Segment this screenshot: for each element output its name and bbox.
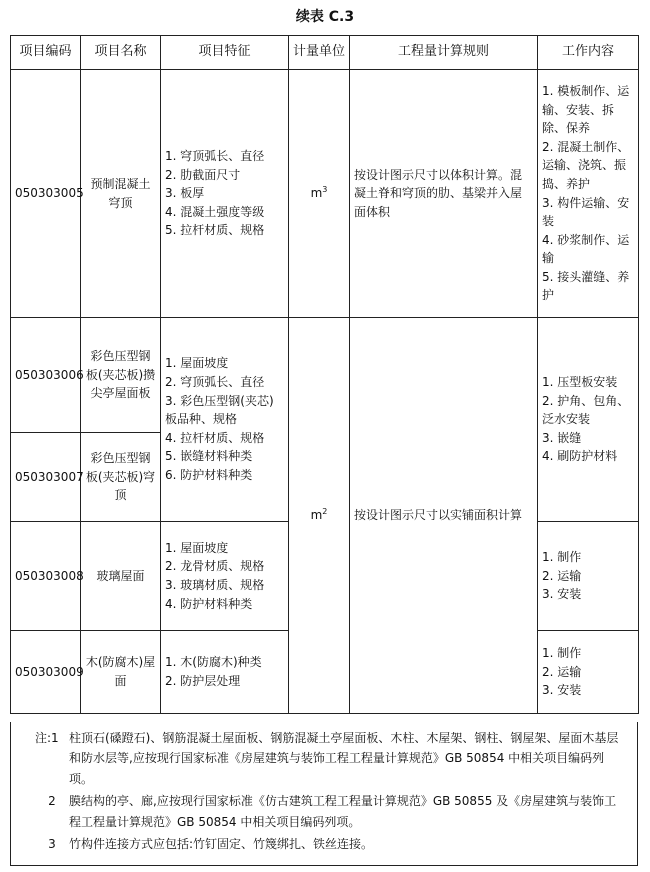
list-item: 2. 混凝土制作、运输、浇筑、振捣、养护 bbox=[542, 139, 630, 191]
item-name: 预制混凝土穹顶 bbox=[81, 70, 161, 318]
features-list bbox=[165, 147, 284, 240]
item-features bbox=[161, 318, 289, 522]
notes-section bbox=[10, 722, 638, 866]
table-row bbox=[11, 318, 639, 433]
work-list bbox=[542, 548, 634, 604]
list-item: 4. 砂浆制作、运输 bbox=[542, 232, 630, 266]
note-item bbox=[35, 791, 627, 832]
header-features: 项目特征 bbox=[161, 36, 289, 70]
list-item: 2. 护角、包角、泛水安装 bbox=[542, 393, 630, 427]
list-item: 1. 制作 bbox=[542, 550, 582, 565]
list-item: 1. 制作 bbox=[542, 646, 582, 661]
item-features bbox=[161, 70, 289, 318]
list-item: 3. 玻璃材质、规格 bbox=[165, 578, 265, 592]
item-name: 木(防腐木)屋面 bbox=[81, 631, 161, 714]
list-item: 1. 压型板安装 bbox=[542, 375, 618, 390]
note-text: 柱顶石(磉蹬石)、钢筋混凝土屋面板、钢筋混凝土亭屋面板、木柱、木屋架、钢柱、钢屋架、屋面木基层和防水层等,应按现行国家标准《房屋建筑与装饰工程工程量计算规范》GB 50854 中相关项目编码列项。 bbox=[69, 731, 619, 786]
calculation-rule: 按设计图示尺寸以实铺面积计算 bbox=[350, 318, 538, 714]
list-item: 3. 构件运输、安装 bbox=[542, 195, 630, 229]
list-item: 4. 防护材料种类 bbox=[165, 596, 253, 611]
note-text: 竹构件连接方式应包括:竹钉固定、竹篾绑扎、铁丝连接。 bbox=[69, 836, 374, 851]
list-item: 4. 刷防护材料 bbox=[542, 449, 618, 464]
list-item: 1. 模板制作、运输、安装、拆除、保养 bbox=[542, 83, 630, 136]
item-code: 050303007 bbox=[11, 433, 81, 522]
list-item: 2. 运输 bbox=[542, 664, 582, 679]
list-item: 1. 屋面坡度 bbox=[165, 356, 229, 371]
list-item: 2. 肋截面尺寸 bbox=[165, 167, 241, 182]
item-name: 彩色压型钢板(夹芯板)穹顶 bbox=[81, 433, 161, 522]
work-list bbox=[542, 644, 634, 700]
work-list bbox=[542, 82, 634, 305]
unit-cell bbox=[289, 70, 350, 318]
list-item: 2. 穹顶弧长、直径 bbox=[165, 375, 265, 390]
list-item: 5. 拉杆材质、规格 bbox=[165, 223, 265, 238]
item-code: 050303008 bbox=[11, 522, 81, 631]
note-text: 膜结构的亭、廊,应按现行国家标准《仿古建筑工程工程量计算规范》GB 50855 及《房屋建筑与装饰工程工程量计算规范》GB 50854 中相关项目编码列项。 bbox=[69, 794, 617, 829]
item-code: 050303006 bbox=[11, 318, 81, 433]
header-unit: 计量单位 bbox=[289, 36, 350, 70]
note-number: 2 bbox=[48, 794, 56, 809]
note-item bbox=[35, 834, 627, 854]
item-code: 050303009 bbox=[11, 631, 81, 714]
list-item: 2. 防护层处理 bbox=[165, 674, 241, 688]
item-features bbox=[161, 522, 289, 631]
unit-superscript: 3 bbox=[322, 185, 328, 195]
header-code: 项目编码 bbox=[11, 36, 81, 70]
work-content bbox=[538, 70, 639, 318]
list-item: 3. 彩色压型钢(夹芯)板品种、规格 bbox=[165, 393, 274, 427]
list-item: 3. 嵌缝 bbox=[542, 430, 582, 445]
item-features bbox=[161, 631, 289, 714]
list-item: 5. 嵌缝材料种类 bbox=[165, 449, 253, 464]
item-name: 彩色压型钢板(夹芯板)攒尖亭屋面板 bbox=[81, 318, 161, 433]
features-list bbox=[165, 354, 284, 484]
list-item: 3. 安装 bbox=[542, 683, 582, 698]
header-work: 工作内容 bbox=[538, 36, 639, 70]
work-content bbox=[538, 631, 639, 714]
work-content bbox=[538, 522, 639, 631]
header-row bbox=[11, 36, 639, 70]
features-list bbox=[165, 653, 284, 690]
item-name: 玻璃屋面 bbox=[81, 522, 161, 631]
list-item: 5. 接头灌缝、养护 bbox=[542, 269, 630, 303]
list-item: 4. 混凝土强度等级 bbox=[165, 204, 265, 219]
list-item: 3. 板厚 bbox=[165, 186, 205, 201]
list-item: 2. 运输 bbox=[542, 568, 582, 583]
header-name: 项目名称 bbox=[81, 36, 161, 70]
list-item: 1. 穹顶弧长、直径 bbox=[165, 149, 265, 164]
table-caption: 续表 C.3 bbox=[295, 9, 355, 25]
work-content bbox=[538, 318, 639, 522]
calculation-rule: 按设计图示尺寸以体积计算。混凝土脊和穹顶的肋、基梁并入屋面体积 bbox=[350, 70, 538, 318]
table-row bbox=[11, 70, 639, 318]
list-item: 3. 安装 bbox=[542, 587, 582, 602]
item-code: 050303005 bbox=[11, 70, 81, 318]
unit-cell bbox=[289, 318, 350, 714]
note-number: 3 bbox=[48, 836, 56, 851]
unit-superscript: 2 bbox=[322, 507, 328, 517]
features-list bbox=[165, 539, 284, 613]
list-item: 1. 木(防腐木)种类 bbox=[165, 655, 262, 670]
note-item bbox=[35, 728, 627, 789]
work-list bbox=[542, 373, 634, 466]
header-rule: 工程量计算规则 bbox=[350, 36, 538, 70]
list-item: 6. 防护材料种类 bbox=[165, 467, 253, 482]
unit-base: m bbox=[310, 186, 323, 201]
note-number: 注:1 bbox=[35, 731, 59, 745]
unit-base: m bbox=[310, 508, 323, 523]
measurement-table bbox=[10, 35, 639, 714]
list-item: 1. 屋面坡度 bbox=[165, 540, 229, 555]
list-item: 2. 龙骨材质、规格 bbox=[165, 559, 265, 574]
list-item: 4. 拉杆材质、规格 bbox=[165, 430, 265, 445]
